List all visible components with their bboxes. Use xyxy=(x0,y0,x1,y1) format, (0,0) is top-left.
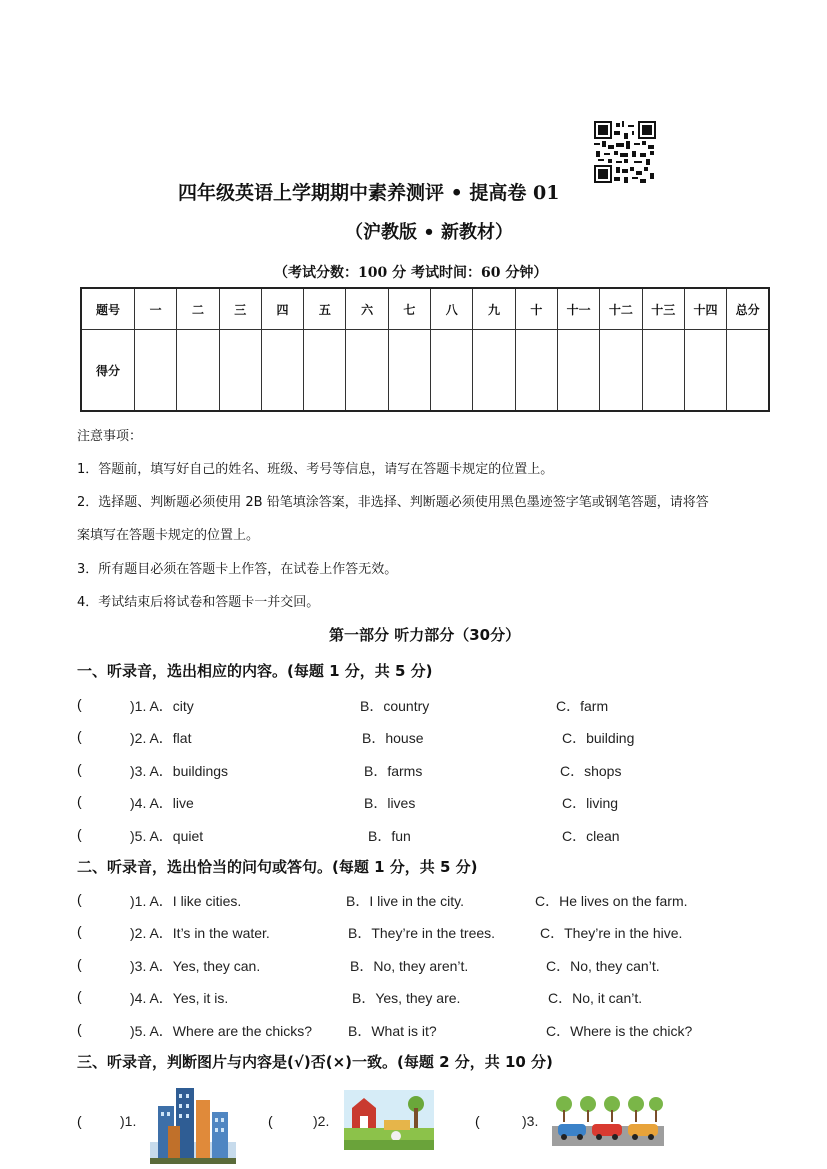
question-option-a: )4. A．Yes, it is. xyxy=(130,990,229,1006)
score-cell xyxy=(515,330,557,412)
score-table-col: 八 xyxy=(431,288,473,330)
score-cell xyxy=(473,330,515,412)
score-table-header-row xyxy=(81,288,769,330)
question-option-a: )2. A．flat xyxy=(130,730,192,746)
exam-meta: （考试分数：100 分 考试时间：60 分钟） xyxy=(274,265,548,281)
question-option-b: B．fun xyxy=(368,828,411,844)
question-option-a: )5. A．quiet xyxy=(130,828,204,844)
question-option-a: )3. A．buildings xyxy=(130,763,229,779)
score-cell xyxy=(557,330,599,412)
score-table-col: 十 xyxy=(515,288,557,330)
city-buildings-icon xyxy=(150,1082,236,1164)
answer-paren: ( xyxy=(77,793,82,809)
score-cell xyxy=(304,330,346,412)
answer-paren: ( xyxy=(77,761,82,777)
answer-paren: ( xyxy=(77,728,82,744)
score-table xyxy=(80,287,770,412)
score-table-col: 三 xyxy=(219,288,261,330)
question-option-a: )1. A．city xyxy=(130,698,194,714)
answer-paren: ( xyxy=(268,1113,273,1129)
question-option-c: C．They’re in the hive. xyxy=(540,925,683,941)
score-cell xyxy=(135,330,177,412)
score-table-col: 十三 xyxy=(642,288,684,330)
answer-paren: ( xyxy=(77,923,82,939)
score-table-col: 四 xyxy=(261,288,303,330)
notes-heading: 注意事项： xyxy=(77,429,143,444)
question-option-a: )2. A．It’s in the water. xyxy=(130,925,270,941)
score-table-col: 九 xyxy=(473,288,515,330)
question-option-c: C．shops xyxy=(560,763,622,779)
question-option-c: C．building xyxy=(562,730,635,746)
note-item: 2．选择题、判断题必须使用 2B 铅笔填涂答案，非选择、判断题必须使用黑色墨迹签字笔或钢笔答题，请将答 xyxy=(77,495,709,510)
question-option-b: B．country xyxy=(360,698,430,714)
score-table-col: 十四 xyxy=(684,288,726,330)
question-option-b: B．lives xyxy=(364,795,416,811)
answer-paren: ( xyxy=(77,1021,82,1037)
score-table-col: 六 xyxy=(346,288,388,330)
score-cell xyxy=(431,330,473,412)
score-table-score-row xyxy=(81,330,769,412)
note-item: 3．所有题目必须在答题卡上作答，在试卷上作答无效。 xyxy=(77,562,398,577)
picture-question-label: )2. xyxy=(313,1113,330,1129)
question-option-a: )5. A．Where are the chicks? xyxy=(130,1023,313,1039)
question-option-a: )3. A．Yes, they can. xyxy=(130,958,261,974)
question-option-a: )1. A．I like cities. xyxy=(130,893,242,909)
page-subtitle: （沪教版 • 新教材） xyxy=(345,222,514,243)
question-option-c: C．No, they can’t. xyxy=(546,958,660,974)
answer-paren: ( xyxy=(77,956,82,972)
question-option-b: B．What is it? xyxy=(348,1023,437,1039)
part-heading: 第一部分 听力部分（30分） xyxy=(329,626,521,644)
page-title: 四年级英语上学期期中素养测评 • 提高卷 01 xyxy=(178,182,560,204)
answer-paren: ( xyxy=(77,988,82,1004)
score-cell xyxy=(261,330,303,412)
note-item: 案填写在答题卡规定的位置上。 xyxy=(77,528,260,543)
score-cell xyxy=(684,330,726,412)
score-cell xyxy=(346,330,388,412)
question-option-a: )4. A．live xyxy=(130,795,194,811)
score-table-col: 五 xyxy=(304,288,346,330)
answer-paren: ( xyxy=(77,696,82,712)
score-table-col: 十一 xyxy=(557,288,599,330)
score-cell xyxy=(727,330,769,412)
picture-question-label: )3. xyxy=(522,1113,539,1129)
score-table-row-label: 得分 xyxy=(81,330,135,412)
question-option-c: C．clean xyxy=(562,828,620,844)
question-option-b: B．Yes, they are. xyxy=(352,990,461,1006)
question-option-c: C．living xyxy=(562,795,619,811)
note-item: 4．考试结束后将试卷和答题卡一并交回。 xyxy=(77,595,320,610)
question-option-b: B．house xyxy=(362,730,424,746)
score-table-col: 总分 xyxy=(727,288,769,330)
score-cell xyxy=(177,330,219,412)
score-table-col: 二 xyxy=(177,288,219,330)
street-cars-trees-icon xyxy=(552,1090,664,1146)
section-heading: 三、听录音，判断图片与内容是(√)否(×)一致。(每题 2 分，共 10 分) xyxy=(77,1053,553,1071)
answer-paren: ( xyxy=(77,1113,82,1129)
question-option-c: C．No, it can’t. xyxy=(548,990,643,1006)
question-option-c: C．farm xyxy=(556,698,609,714)
question-option-b: B．No, they aren’t. xyxy=(350,958,469,974)
answer-paren: ( xyxy=(77,891,82,907)
score-table-row-label: 题号 xyxy=(81,288,135,330)
note-item: 1．答题前，填写好自己的姓名、班级、考号等信息，请写在答题卡规定的位置上。 xyxy=(77,462,554,477)
section-heading: 一、听录音，选出相应的内容。(每题 1 分，共 5 分) xyxy=(77,662,433,680)
answer-paren: ( xyxy=(77,826,82,842)
question-option-b: B．They’re in the trees. xyxy=(348,925,496,941)
score-cell xyxy=(600,330,642,412)
farm-barn-icon xyxy=(344,1090,434,1150)
score-table-col: 七 xyxy=(388,288,430,330)
question-option-c: C．Where is the chick? xyxy=(546,1023,693,1039)
score-table-col: 十二 xyxy=(600,288,642,330)
question-option-c: C．He lives on the farm. xyxy=(535,893,688,909)
qr-code-icon xyxy=(594,121,656,183)
question-option-b: B．farms xyxy=(364,763,423,779)
score-cell xyxy=(219,330,261,412)
answer-paren: ( xyxy=(475,1113,480,1129)
section-heading: 二、听录音，选出恰当的问句或答句。(每题 1 分，共 5 分) xyxy=(77,858,478,876)
picture-question-label: )1. xyxy=(120,1113,137,1129)
question-option-b: B．I live in the city. xyxy=(346,893,465,909)
score-table-col: 一 xyxy=(135,288,177,330)
score-cell xyxy=(388,330,430,412)
score-cell xyxy=(642,330,684,412)
